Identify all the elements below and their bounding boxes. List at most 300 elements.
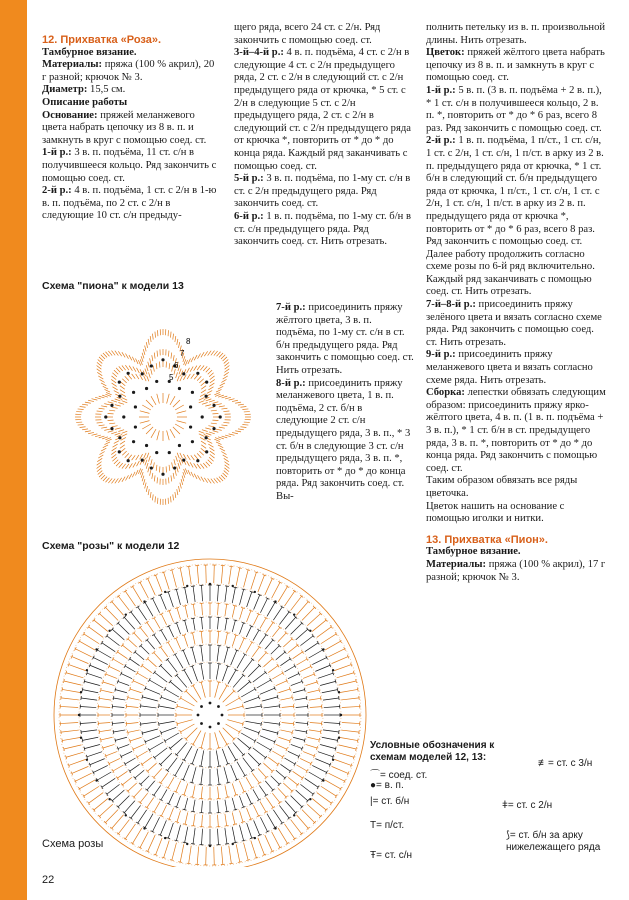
rose-stitch (239, 608, 243, 619)
rose-stitch-top (136, 606, 139, 608)
rose-stitch (253, 805, 258, 816)
rose-stitch (201, 646, 203, 662)
peony-stitch (129, 355, 132, 360)
peony-stitch (178, 463, 180, 469)
rose-stitch (172, 570, 177, 587)
rose-stitch-top (337, 688, 338, 692)
rose-stitch (337, 673, 354, 678)
rose-stitch-top (339, 696, 340, 700)
rose-stitch (322, 690, 338, 693)
peony-stitch (111, 451, 116, 455)
rose-stitch-top (233, 842, 237, 843)
rose-stitch (149, 680, 163, 688)
rose-stitch (258, 653, 266, 662)
rose-stitch (156, 575, 163, 592)
rose-chain-dot (164, 837, 166, 839)
column-2-lower (276, 302, 414, 504)
rose-stitch (293, 652, 303, 659)
flower-row-2: 2-й р.: 1 в. п. подъёма, 1 п/ст., 1 ст. с/н, 1 ст. с 2/н, 1 ст. с/н, 1 п/ст. в арку из 2 в. п. предыдущего ряда от крючка, * 1 ст. б/н в следующий ст. б/н предыдущего ряда от крючка, 1 п/ст., 1 ст. с/н, 1 ст. с 2/н, 1 ст. с/н, 1 п/ст. в арку из 2 в. п. предыдущего ряда от крючка *, повторить от * до * 6 раз, всего 8 раз. Ряд закончить с помощью соед. ст. (426, 135, 604, 248)
rose-chain-dot (164, 591, 166, 593)
rose-stitch-top (265, 794, 268, 796)
rose-stitch (193, 800, 195, 812)
rose-stitch (224, 767, 228, 782)
rose-stitch-top (191, 825, 195, 826)
rose-chain-dot (95, 648, 97, 650)
peony-stitch (224, 372, 229, 375)
rose-stitch (99, 804, 112, 816)
rose-stitch (225, 800, 227, 812)
peony-stitch (115, 399, 121, 401)
peony-chain-dot (182, 372, 185, 375)
rose-stitch (303, 752, 314, 756)
rose-stitch (254, 820, 260, 835)
peony-stitch (132, 455, 136, 460)
peony-chain-dot (110, 427, 113, 430)
peony-stitch (200, 464, 204, 469)
rose-stitch (75, 649, 91, 657)
peony-stitch (101, 406, 107, 407)
rose-stitch-top (277, 664, 279, 667)
peony-stitch (211, 479, 215, 484)
rose-stitch (225, 586, 227, 602)
rose-stitch-top (304, 688, 305, 692)
peony-stitch (121, 448, 126, 452)
peony-stitch (122, 477, 125, 482)
peony-stitch (179, 369, 181, 375)
peony-stitch (97, 465, 102, 469)
peony-stitch (175, 405, 184, 410)
rose-stitch (307, 804, 320, 816)
rose-stitch (229, 567, 232, 585)
rose-stitch (239, 811, 243, 822)
rose-stitch (244, 843, 249, 860)
rose-stitch-top (124, 838, 127, 840)
edge-instruction: Таким образом обвязать все ряды цветочка. (426, 475, 578, 499)
rose-stitch (115, 690, 127, 693)
peony-stitch (203, 463, 207, 468)
rose-stitch (328, 649, 344, 657)
rose-stitch (260, 802, 266, 812)
rose-stitch (138, 810, 147, 823)
peony-stitch (216, 404, 222, 405)
rose-stitch (98, 707, 110, 708)
rose-stitch-top (277, 731, 278, 735)
peony-stitch (145, 369, 147, 375)
peony-stitch (140, 411, 150, 414)
peony-stitch (150, 470, 151, 476)
rose-stitch (72, 657, 89, 664)
rose-stitch (169, 808, 173, 819)
rose-stitch (317, 793, 332, 804)
peony-stitch (99, 425, 105, 426)
rose-stitch (240, 825, 244, 840)
peony-stitch (111, 351, 115, 356)
rose-stitch-top (312, 793, 314, 796)
rose-stitch (320, 745, 335, 749)
rose-stitch (112, 706, 124, 707)
rose-stitch-top (258, 646, 261, 648)
peony-diagram (62, 298, 264, 536)
peony-stitch (223, 411, 229, 412)
rose-stitch (133, 744, 144, 749)
peony-stitch (98, 455, 103, 458)
peony-stitch (223, 357, 227, 361)
rose-stitch (201, 750, 204, 766)
rose-stitch (228, 746, 236, 760)
peony-stitch (210, 451, 215, 455)
peony-stitch (140, 359, 142, 365)
peony-stitch (235, 402, 241, 403)
rose-stitch (72, 766, 89, 773)
rose-stitch (131, 805, 141, 818)
rose-stitch (175, 654, 183, 668)
peony-stitch (199, 401, 205, 403)
peony-stitch (153, 366, 154, 372)
rose-stitch (260, 736, 275, 742)
rose-stitch (264, 722, 280, 724)
peony-stitch (199, 431, 205, 433)
rose-chain-dot (332, 669, 334, 671)
rose-stitch (145, 602, 153, 616)
peony-stitch (157, 431, 160, 441)
rose-stitch (184, 783, 188, 794)
rose-stitch (300, 784, 313, 794)
peony-stitch (150, 358, 151, 364)
rose-chain-dot (338, 737, 340, 739)
rose-chain-dot (274, 827, 276, 829)
peony-stitch (95, 397, 101, 399)
rose-stitch (161, 666, 172, 677)
rose-stitch (185, 827, 188, 843)
peony-stitch (99, 408, 105, 409)
legend (370, 738, 620, 898)
rose-stitch (312, 620, 326, 631)
rose-stitch-top (225, 586, 229, 587)
peony-stitch (125, 464, 129, 469)
rose-stitch (265, 781, 273, 790)
peony-stitch (109, 410, 115, 411)
rose-stitch (201, 631, 202, 643)
peony-chain-dot (110, 404, 113, 407)
rose-stitch (193, 604, 195, 616)
rose-stitch (253, 614, 258, 625)
rose-stitch (283, 639, 292, 647)
rose-stitch-top (199, 645, 203, 646)
rose-stitch (193, 785, 195, 797)
rose-stitch (161, 630, 167, 640)
rose-stitch-top (279, 722, 280, 726)
rose-stitch (285, 824, 295, 839)
rose-stitch-top (319, 688, 320, 692)
rose-stitch-top (87, 625, 89, 628)
peony-stitch (194, 474, 197, 479)
peony-stitch (177, 421, 187, 424)
peony-stitch (108, 431, 114, 433)
rose-stitch (64, 745, 82, 749)
rose-stitch (217, 646, 219, 662)
rose-stitch (237, 762, 245, 776)
rose-stitch (154, 635, 161, 645)
peony-stitch (122, 464, 126, 469)
rose-stitch-top (191, 618, 195, 619)
peony-stitch (97, 372, 102, 375)
rose-stitch (315, 665, 330, 671)
peony-stitch (112, 373, 117, 377)
rose-chain-dot (143, 827, 145, 829)
peony-stitch (135, 470, 138, 475)
peony-stitch (105, 438, 111, 440)
rose-stitch-top (261, 704, 262, 708)
peony-stitch (151, 459, 152, 465)
rose-stitch (293, 690, 305, 693)
peony-stitch (191, 374, 195, 379)
rose-inner-caption: Схема розы (42, 838, 104, 850)
rose-stitch-top (127, 731, 128, 735)
rose-stitch (214, 847, 215, 865)
peony-stitch (133, 367, 136, 372)
legend-slip-stitch: ⌒= соед. ст. (370, 770, 428, 781)
peony-stitch (148, 372, 150, 378)
rose-stitch (122, 777, 131, 784)
peony-stitch (197, 475, 200, 480)
rose-stitch (130, 659, 140, 666)
rose-stitch (148, 835, 155, 851)
rose-stitch (218, 631, 219, 643)
rose-stitch-top (258, 782, 261, 784)
rose-stitch-top (238, 862, 242, 863)
rose-stitch-top (159, 646, 162, 648)
peony-stitch (80, 406, 86, 407)
peony-chain-dot (118, 436, 121, 439)
rose-stitch (323, 698, 339, 700)
rose-stitch (167, 659, 177, 672)
peony-row-number: 8 (186, 337, 191, 346)
peony-stitch (176, 372, 178, 378)
peony-stitch (97, 411, 103, 412)
rose-stitch (260, 817, 267, 831)
rose-stitch-top (229, 863, 233, 864)
rose-stitch (106, 752, 117, 756)
rose-stitch (334, 665, 351, 671)
peony-stitch (176, 456, 178, 462)
peony-stitch (172, 462, 173, 468)
peony-stitch (173, 473, 174, 479)
rose-stitch (183, 765, 189, 780)
rose-stitch (291, 820, 302, 834)
rose-stitch (168, 592, 173, 607)
rose-stitch (130, 764, 140, 771)
rose-stitch (244, 697, 259, 702)
peony-stitch (142, 405, 151, 410)
peony-stitch (209, 373, 214, 377)
rose-stitch (291, 681, 302, 685)
rose-chain-dot (309, 798, 311, 800)
column-3 (426, 22, 606, 584)
rose-stitch (201, 664, 204, 680)
peony-stitch (197, 354, 200, 359)
materials-13: Материалы: пряжа (100 % акрил), 17 г разной; крючок № 3. (426, 558, 606, 583)
rose-stitch-top (83, 794, 85, 797)
rose-stitch-top (183, 842, 187, 843)
peony-chain-dot (141, 459, 144, 462)
peony-stitch (105, 394, 111, 396)
peony-stitch (156, 465, 157, 471)
rose-stitch (245, 706, 261, 709)
rose-stitch-top (145, 806, 148, 808)
rose-stitch (278, 689, 289, 693)
rose-stitch (272, 832, 280, 848)
rose-stitch (153, 598, 160, 612)
peony-stitch (240, 406, 246, 407)
rose-stitch-top (317, 786, 319, 789)
rose-stitch (252, 647, 259, 657)
rose-stitch (260, 688, 275, 694)
rose-stitch (193, 633, 195, 645)
continue-instruction: Далее работу продолжить согласно схеме розы по 6-й ряд включительно. Каждый ряд заканчивать с помощью соед. ст. Нить отрезать. (426, 248, 595, 298)
rose-stitch (201, 617, 202, 629)
rose-stitch (253, 748, 266, 758)
rose-stitch (102, 778, 115, 787)
peony-chain-dot (104, 415, 107, 418)
peony-stitch (120, 390, 125, 393)
rose-stitch-top (225, 811, 229, 812)
rose-stitch-top (300, 595, 303, 597)
rose-stitch-top (264, 671, 266, 674)
rose-stitch-top (270, 748, 272, 751)
rose-stitch-top (82, 738, 83, 742)
rose-stitch-top (191, 811, 195, 812)
rose-stitch (332, 766, 349, 773)
rose-chain-dot (186, 585, 188, 587)
peony-stitch (222, 436, 228, 438)
rose-stitch-top (129, 770, 131, 773)
rose-stitch (267, 602, 275, 616)
rose-stitch (278, 788, 286, 797)
rose-stitch-top (293, 590, 296, 592)
rose-stitch (279, 805, 289, 818)
rose-stitch-top (145, 621, 148, 623)
rose-stitch (293, 771, 303, 778)
peony-stitch (178, 486, 179, 492)
rose-stitch-top (178, 862, 182, 863)
rose-stitch (64, 681, 82, 685)
rose-stitch-top (199, 663, 203, 664)
rose-stitch-top (301, 776, 303, 779)
peony-stitch (201, 390, 206, 393)
rose-stitch (90, 665, 105, 671)
rose-stitch (303, 674, 314, 678)
peony-stitch (221, 355, 225, 359)
rose-stitch (252, 773, 259, 783)
rose-stitch (154, 618, 160, 628)
peony-stitch (175, 492, 176, 498)
rose-stitch-top (129, 817, 132, 819)
rose-stitch-top (306, 769, 308, 772)
rose-stitch (300, 758, 311, 763)
rose-stitch (285, 801, 296, 813)
rose-stitch (305, 643, 318, 652)
rose-stitch (224, 647, 228, 662)
rose-stitch (105, 607, 118, 620)
rose-stitch (89, 793, 104, 804)
rose-stitch (239, 796, 243, 807)
rose-stitch (226, 724, 240, 732)
rose-stitch (217, 769, 219, 785)
rose-stitch (140, 582, 148, 598)
rose-stitch (184, 635, 188, 646)
peony-stitch (171, 475, 172, 481)
peony-stitch (114, 441, 119, 444)
peony-stitch (129, 474, 132, 479)
rose-stitch (278, 587, 287, 602)
peony-stitch (218, 437, 224, 439)
peony-stitch (167, 394, 170, 404)
peony-stitch (145, 483, 146, 489)
peony-stitch (101, 475, 105, 479)
peony-stitch (168, 351, 169, 357)
rose-stitch (227, 706, 242, 710)
peony-stitch (222, 396, 228, 398)
peony-stitch (209, 383, 214, 386)
double-crochet-icon: Ŧ (370, 850, 377, 861)
rose-stitch (97, 772, 111, 780)
rose-stitch (278, 633, 286, 642)
model-12-title: 12. Прихватка «Роза». (42, 34, 162, 46)
rose-stitch (236, 844, 240, 862)
rose-stitch-top (317, 641, 319, 644)
rose-stitch-top (225, 844, 229, 845)
peony-stitch (201, 477, 204, 482)
peony-stitch (208, 407, 214, 408)
rose-stitch (321, 786, 336, 796)
rose-stitch-top (281, 606, 284, 608)
peony-chain-dot (173, 466, 176, 469)
peony-stitch (180, 376, 183, 381)
peony-stitch (242, 409, 248, 410)
rose-stitch-top (226, 797, 230, 798)
rose-stitch (125, 591, 135, 606)
legend-chain: ●= в. п. (370, 780, 404, 791)
rose-chain-dot (197, 714, 200, 717)
peony-chain-dot (205, 436, 208, 439)
rose-stitch (118, 623, 129, 634)
rose-stitch (62, 738, 80, 741)
rose-stitch-top (294, 664, 296, 667)
rose-stitch (271, 646, 279, 654)
rose-stitch (219, 731, 227, 745)
rose-stitch (309, 730, 321, 732)
rose-stitch (214, 565, 215, 583)
rose-stitch-top (173, 775, 176, 777)
peony-stitch (224, 462, 229, 466)
rose-stitch (202, 815, 203, 827)
rose-stitch (276, 770, 285, 778)
peony-stitch (97, 422, 103, 423)
rose-stitch (84, 786, 99, 796)
peony-stitch (220, 383, 225, 386)
peony-stitch (240, 427, 246, 428)
rose-stitch (318, 752, 333, 757)
row-5-instruction: 5-й р.: 3 в. п. подъёма, по 1-му ст. с/н в ст. с 2/н предыдущего ряда. Ряд закончить соед. ст. (234, 173, 411, 210)
rose-stitch (177, 675, 187, 687)
orange-side-band (0, 0, 27, 900)
peony-stitch (85, 431, 91, 432)
peony-chain-dot (212, 404, 215, 407)
peony-stitch (125, 376, 129, 380)
rose-stitch (217, 585, 218, 601)
row-7-instruction: 7-й р.: присоединить пряжу жёлтого цвета, 3 в. п. подъёма, по 1-му ст. с/н в ст. б/н предыдущего ряда. Ряд закончить с помощью соед. ст. Нить отрезать. (276, 302, 414, 376)
peony-stitch (153, 462, 154, 468)
